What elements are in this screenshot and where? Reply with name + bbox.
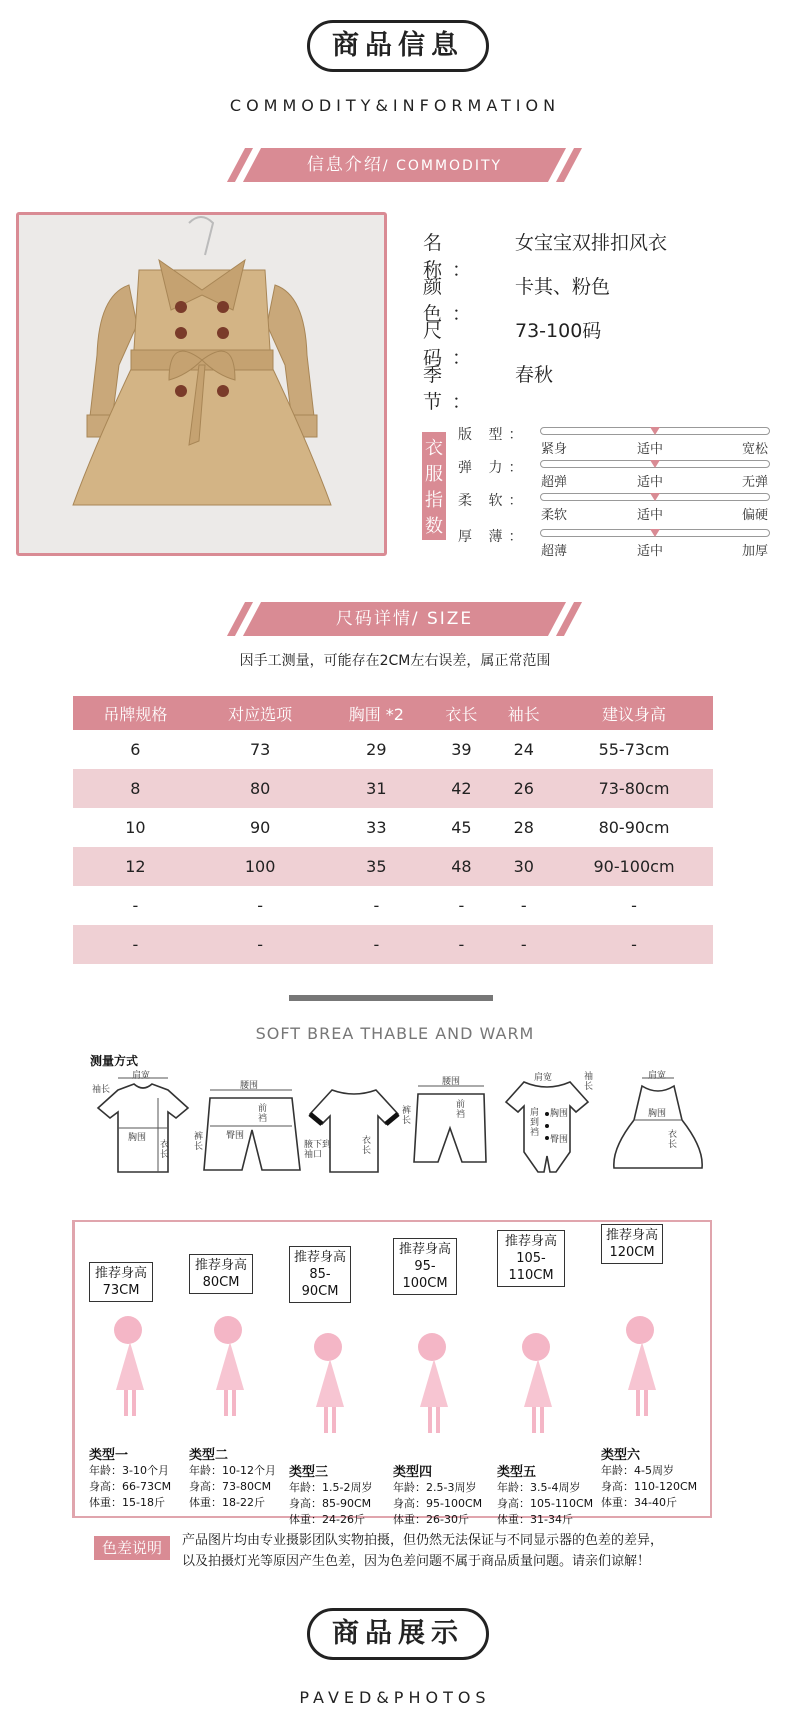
meter-label: 厚 薄： bbox=[458, 529, 529, 545]
label-crotch: 肩到裆 bbox=[530, 1108, 540, 1138]
banner-commodity bbox=[252, 148, 557, 182]
box-label: 推荐身高 bbox=[398, 1242, 451, 1257]
info-key: 季 节： bbox=[423, 364, 482, 413]
size-table bbox=[73, 696, 713, 964]
product-photo bbox=[16, 212, 387, 556]
height-types-panel bbox=[72, 1220, 712, 1526]
color-note-text bbox=[182, 1530, 722, 1572]
meter-left-label: 超薄 bbox=[541, 544, 568, 559]
size-note: 因手工测量，可能存在2CM左右误差，属正常范围 bbox=[239, 653, 551, 669]
dress-icon bbox=[608, 1068, 708, 1180]
type-weight: 体重：15-18斤 bbox=[89, 1496, 165, 1509]
section-subtitle: PAVED&PHOTOS bbox=[299, 1688, 491, 1707]
label-length: 衣长 bbox=[668, 1130, 678, 1150]
label-chest: 胸围 bbox=[550, 1109, 569, 1119]
type-card-1 bbox=[89, 1262, 189, 1511]
cell: 35 bbox=[323, 847, 431, 886]
recommended-height-box bbox=[89, 1262, 153, 1302]
type-age: 年龄：3-10个月 bbox=[89, 1464, 169, 1477]
label-chest: 胸围 bbox=[648, 1109, 667, 1119]
cell: 80-90cm bbox=[598, 818, 670, 837]
type-weight: 体重：18-22斤 bbox=[189, 1496, 265, 1509]
meter-bar bbox=[540, 460, 770, 468]
info-row-color bbox=[423, 272, 753, 325]
header-cell: 衣长 bbox=[430, 696, 492, 730]
section-title-photos bbox=[307, 1608, 489, 1660]
box-value: 95-100CM bbox=[402, 1259, 448, 1291]
type-weight: 体重：34-40斤 bbox=[601, 1496, 677, 1509]
header-cell: 建议身高 bbox=[555, 696, 713, 730]
meter-bar bbox=[540, 493, 770, 501]
label-hip: 臀围 bbox=[226, 1131, 245, 1141]
cell: 28 bbox=[513, 818, 534, 837]
type-card-2 bbox=[189, 1254, 289, 1511]
box-label: 推荐身高 bbox=[504, 1234, 557, 1249]
table-row bbox=[73, 886, 713, 925]
info-value: 73-100码 bbox=[515, 320, 602, 342]
banner-en: / COMMODITY bbox=[382, 158, 503, 174]
cell: 12 bbox=[73, 847, 198, 886]
girl-figure bbox=[304, 1333, 354, 1443]
type-name: 类型五 bbox=[497, 1465, 537, 1480]
cell: 39 bbox=[451, 740, 472, 759]
label-length: 衣长 bbox=[362, 1136, 372, 1156]
meter-mid-label: 适中 bbox=[637, 508, 664, 523]
box-label: 推荐身高 bbox=[194, 1258, 247, 1273]
type-card-4 bbox=[393, 1238, 493, 1528]
type-height: 身高：85-90CM bbox=[289, 1497, 372, 1510]
cell: 42 bbox=[430, 769, 492, 808]
cell: - bbox=[323, 925, 431, 964]
cell: - bbox=[257, 896, 264, 915]
type-height: 身高：73-80CM bbox=[189, 1480, 272, 1493]
measure-title: 测量方式 bbox=[90, 1054, 139, 1068]
meter-right-label: 偏硬 bbox=[742, 508, 769, 523]
girl-figure bbox=[616, 1316, 666, 1426]
type-weight: 体重：31-34斤 bbox=[497, 1513, 573, 1526]
table-row bbox=[73, 769, 713, 808]
diagram-dress bbox=[608, 1068, 708, 1180]
label-front: 前裆 bbox=[456, 1100, 466, 1120]
color-note-line: 以及拍摄灯光等原因产生色差，因为色差问题不属于商品质量问题。请亲们谅解！ bbox=[182, 1554, 651, 1569]
cell: - bbox=[493, 925, 555, 964]
cell: 33 bbox=[366, 818, 387, 837]
type-name: 类型四 bbox=[393, 1465, 433, 1480]
box-value: 120CM bbox=[609, 1245, 655, 1260]
cell: - bbox=[555, 925, 713, 964]
label-shoulder: 肩宽 bbox=[534, 1073, 553, 1083]
type-height: 身高：105-110CM bbox=[497, 1497, 594, 1510]
table-row bbox=[73, 808, 713, 847]
cell: 100 bbox=[198, 847, 323, 886]
product-info-list bbox=[423, 228, 753, 413]
label-shoulder: 肩宽 bbox=[648, 1071, 667, 1081]
meter-left-label: 柔软 bbox=[541, 508, 568, 523]
banner-size bbox=[252, 602, 557, 636]
fit-index-tag: 衣服指数 bbox=[422, 432, 446, 540]
type-name: 类型一 bbox=[89, 1448, 129, 1463]
type-name: 类型六 bbox=[601, 1448, 641, 1463]
label-hip: 臀围 bbox=[550, 1135, 569, 1145]
girl-figure bbox=[104, 1316, 154, 1426]
box-label: 推荐身高 bbox=[293, 1250, 346, 1265]
type-card-5 bbox=[497, 1230, 597, 1528]
meter-label: 柔 软： bbox=[458, 493, 529, 509]
type-age: 年龄：2.5-3周岁 bbox=[393, 1481, 477, 1494]
girl-figure bbox=[204, 1316, 254, 1426]
banner-cn: 信息介绍 bbox=[306, 155, 383, 175]
header-cell: 胸围 *2 bbox=[323, 696, 431, 730]
diagram-tee bbox=[304, 1068, 404, 1180]
type-height: 身高：66-73CM bbox=[89, 1480, 172, 1493]
girl-figure bbox=[408, 1333, 458, 1443]
label-inseam: 裤长 bbox=[194, 1132, 204, 1152]
box-label: 推荐身高 bbox=[605, 1228, 658, 1243]
meter-mid-label: 适中 bbox=[637, 544, 664, 559]
type-name: 类型二 bbox=[189, 1448, 229, 1463]
table-row bbox=[73, 847, 713, 886]
cell: - bbox=[132, 896, 139, 915]
label-chest: 胸围 bbox=[128, 1133, 147, 1143]
recommended-height-box bbox=[393, 1238, 457, 1295]
cell: 8 bbox=[73, 769, 198, 808]
meter-marker bbox=[650, 529, 660, 537]
cell: 10 bbox=[125, 818, 146, 837]
box-value: 85-90CM bbox=[301, 1267, 339, 1299]
meter-thickness bbox=[458, 526, 788, 558]
cell: 26 bbox=[493, 769, 555, 808]
cell: 6 bbox=[130, 740, 141, 759]
table-row bbox=[73, 925, 713, 964]
cell: - bbox=[373, 896, 380, 915]
meter-left-label: 超弹 bbox=[541, 475, 568, 490]
label-length: 裤长 bbox=[402, 1106, 412, 1126]
meter-right-label: 宽松 bbox=[742, 442, 769, 457]
info-value: 春秋 bbox=[515, 364, 554, 386]
tee-icon bbox=[304, 1068, 404, 1180]
box-value: 73CM bbox=[102, 1283, 140, 1298]
type-card-3 bbox=[289, 1246, 389, 1528]
cell: 73 bbox=[249, 740, 271, 759]
box-label: 推荐身高 bbox=[94, 1266, 147, 1281]
label-waist: 腰围 bbox=[240, 1081, 259, 1091]
measurement-diagrams bbox=[88, 1068, 708, 1188]
cell: - bbox=[631, 896, 637, 915]
recommended-height-box bbox=[289, 1246, 351, 1303]
info-key: 名 称： bbox=[423, 232, 482, 281]
type-age: 年龄：10-12个月 bbox=[189, 1464, 276, 1477]
fit-meters bbox=[458, 424, 788, 564]
meter-marker bbox=[650, 460, 660, 468]
meter-label: 弹 力： bbox=[458, 460, 529, 476]
divider-bar bbox=[289, 995, 493, 1001]
table-row bbox=[73, 730, 713, 769]
section-subtitle: COMMODITY&INFORMATION bbox=[229, 96, 561, 115]
label-front: 前裆 bbox=[258, 1104, 268, 1124]
section-title-text: 商品信息 bbox=[332, 30, 464, 61]
cell: - bbox=[198, 925, 323, 964]
cell: 45 bbox=[451, 818, 472, 837]
info-value: 女宝宝双排扣风衣 bbox=[515, 232, 668, 254]
meter-elasticity bbox=[458, 457, 788, 489]
cell: - bbox=[520, 896, 527, 915]
meter-mid-label: 适中 bbox=[637, 442, 664, 457]
recommended-height-box bbox=[497, 1230, 565, 1287]
type-age: 年龄：1.5-2周岁 bbox=[289, 1481, 373, 1494]
header-cell: 袖长 bbox=[493, 696, 555, 730]
box-value: 105-110CM bbox=[508, 1251, 554, 1283]
header-cell: 对应选项 bbox=[198, 696, 323, 730]
label-armhole: 腋下到袖口 bbox=[304, 1140, 332, 1160]
cell: - bbox=[73, 925, 198, 964]
info-value: 卡其、粉色 bbox=[515, 276, 611, 298]
type-card-6 bbox=[601, 1224, 701, 1511]
type-weight: 体重：24-26斤 bbox=[289, 1513, 365, 1526]
recommended-height-box bbox=[601, 1224, 663, 1264]
color-note-tag: 色差说明 bbox=[94, 1536, 170, 1560]
label-length: 衣长 bbox=[160, 1140, 170, 1160]
info-row-name bbox=[423, 228, 753, 281]
diagram-pants bbox=[404, 1068, 494, 1180]
recommended-height-box bbox=[189, 1254, 253, 1294]
box-value: 80CM bbox=[202, 1275, 240, 1290]
size-table-header bbox=[73, 696, 713, 730]
meter-marker bbox=[650, 493, 660, 501]
type-name: 类型三 bbox=[289, 1465, 329, 1480]
header-cell: 吊牌规格 bbox=[73, 696, 198, 730]
label-shoulder: 肩宽 bbox=[132, 1071, 151, 1081]
label-sleeve: 袖长 bbox=[584, 1072, 594, 1092]
type-age: 年龄：3.5-4周岁 bbox=[497, 1481, 581, 1494]
label-waist: 腰围 bbox=[442, 1077, 461, 1087]
type-age: 年龄：4-5周岁 bbox=[601, 1464, 674, 1477]
cell: 31 bbox=[323, 769, 431, 808]
meter-label: 版 型： bbox=[458, 427, 529, 443]
type-weight: 体重：26-30斤 bbox=[393, 1513, 469, 1526]
type-height: 身高：95-100CM bbox=[393, 1497, 483, 1510]
info-row-season bbox=[423, 360, 753, 413]
cell: 90-100cm bbox=[555, 847, 713, 886]
meter-marker bbox=[650, 427, 660, 435]
cell: - bbox=[458, 896, 465, 915]
meter-left-label: 紧身 bbox=[541, 442, 568, 457]
info-key: 颜 色： bbox=[423, 276, 482, 325]
coat-illustration bbox=[19, 215, 384, 553]
meter-right-label: 无弹 bbox=[742, 475, 769, 490]
info-row-size bbox=[423, 316, 753, 369]
cell: - bbox=[430, 925, 492, 964]
diagram-shorts bbox=[196, 1068, 306, 1180]
cell: 80 bbox=[198, 769, 323, 808]
diagram-shirt bbox=[88, 1068, 198, 1180]
meter-bar bbox=[540, 529, 770, 537]
diagram-romper bbox=[492, 1068, 602, 1180]
meter-bar bbox=[540, 427, 770, 435]
cell: 90 bbox=[249, 818, 271, 837]
cell: 55-73cm bbox=[598, 740, 670, 759]
section-title-text: 商品展示 bbox=[332, 1618, 464, 1649]
type-height: 身高：110-120CM bbox=[601, 1480, 698, 1493]
soft-text: SOFT BREA THABLE AND WARM bbox=[255, 1024, 535, 1043]
info-key: 尺 码： bbox=[423, 320, 482, 369]
girl-figure bbox=[512, 1333, 562, 1443]
meter-softness bbox=[458, 490, 788, 522]
cell: 29 bbox=[366, 740, 387, 759]
banner-en: / SIZE bbox=[411, 609, 474, 629]
cell: 48 bbox=[430, 847, 492, 886]
meter-mid-label: 适中 bbox=[637, 475, 664, 490]
meter-fit bbox=[458, 424, 788, 456]
cell: 30 bbox=[493, 847, 555, 886]
banner-cn: 尺码详情 bbox=[335, 609, 412, 629]
section-title-commodity-info bbox=[307, 20, 489, 72]
cell: 24 bbox=[513, 740, 534, 759]
cell: 73-80cm bbox=[555, 769, 713, 808]
meter-right-label: 加厚 bbox=[742, 544, 769, 559]
color-note-line: 产品图片均由专业摄影团队实物拍摄，但仍然无法保证与不同显示器的色差的差异， bbox=[182, 1533, 664, 1548]
label-sleeve: 袖长 bbox=[92, 1085, 111, 1095]
